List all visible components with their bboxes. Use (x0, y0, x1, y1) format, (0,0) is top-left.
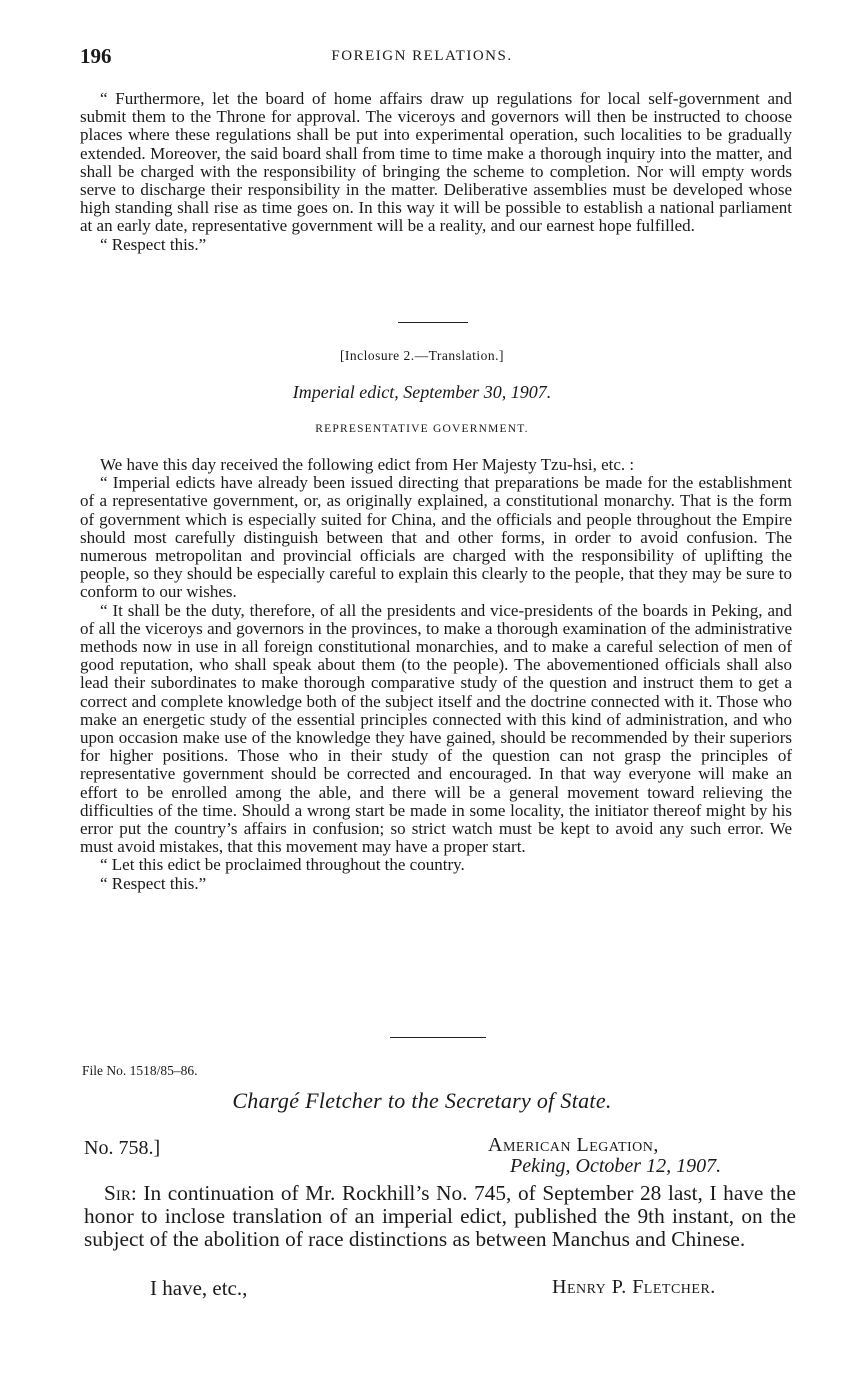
letter-body (84, 1182, 796, 1252)
edict-continuation (80, 90, 792, 254)
edict-text (80, 456, 792, 893)
place-date: Peking, October 12, 1907. (510, 1155, 722, 1177)
inclosure-label: [Inclosure 2.—Translation.] (339, 348, 505, 363)
paragraph: “ Respect this.” (100, 873, 207, 893)
edict-title: Imperial edict, September 30, 1907. (292, 382, 552, 402)
paragraph: “ Respect this.” (100, 234, 207, 254)
section-divider (398, 322, 468, 323)
letter-text: In continuation of Mr. Rockhill’s No. 745, of September 28 last, I have the honor to inclose translation of an imperial edict, published the 9th instant, on the subject of the abolition of race distinctions as between Manchus and Chinese. (84, 1181, 797, 1252)
edict-subtitle: REPRESENTATIVE GOVERNMENT. (315, 423, 529, 435)
page-number: 196 (80, 44, 112, 68)
letter-heading: Chargé Fletcher to the Secretary of State. (232, 1088, 612, 1113)
running-title: FOREIGN RELATIONS. (331, 48, 513, 64)
legation: American Legation, (488, 1134, 659, 1156)
closing: I have, etc., (150, 1276, 248, 1300)
paragraph: “ Imperial edicts have already been issued directing that preparations be made for the establishment of a representative government, or, as originally explained, a constitutional monarchy. That is the form of government which is especially suited for China, and the officials and people throughout the Empire should most carefully distinguish between that and other forms, in order to avoid confusion. The numerous metropolitan and provincial officials are charged with the responsibility of uplifting the people, so they should be especially careful to explain this clearly to the people, that they may be sure to conform to our wishes. (80, 473, 792, 602)
paragraph: “ It shall be the duty, therefore, of all the presidents and vice-presidents of the boards in Peking, and of all the viceroys and governors in the provinces, to make a thorough examination of the administrative methods now in use in all foreign constitutional monarchies, and to make a careful selection of men of good reputation, who shall speak about them (to the people). The abovementioned officials shall also lead their subordinates to make thorough comparative study of the question and instruct them to get a correct and complete knowledge both of the subject itself and the doctrine connected with it. Those who make an energetic study of the essential principles connected with this kind of administration, and who upon occasion make use of the knowledge they have gained, should be recommended by their superiors for higher positions. Those who in their study of the question can not grasp the principles of representative government should be corrected and encouraged. In that way everyone will make an effort to be enrolled among the able, and there will be a general movement toward relieving the difficulties of the time. Should a wrong start be made in some locality, the initiator thereof might by his error put the country’s affairs in confusion; so strict watch must be kept to avoid any such error. We must avoid mistakes, that this movement may have a proper start. (80, 600, 792, 857)
paragraph: “ Let this edict be proclaimed throughout the country. (100, 855, 465, 875)
paragraph: “ Furthermore, let the board of home affairs draw up regulations for local self-government and submit them to the Throne for approval. The viceroys and governors will then be instructed to choose places where these regulations shall be put into experimental operation, such localities to be gradually extended. Moreover, the said board shall from time to time make a thorough inquiry into the matter, and shall be charged with the responsibility of bringing the scheme to completion. Nor will empty words serve to discharge their responsibility in the matter. Deliberative assemblies must be developed whose high standing shall rise as time goes on. In this way it will be possible to establish a national parliament at an early date, representative government will be a reality, and our earnest hope fulfilled. (80, 89, 792, 236)
file-number: File No. 1518/85–86. (82, 1063, 198, 1078)
section-divider (390, 1037, 486, 1038)
paragraph (84, 1182, 796, 1252)
despatch-number: No. 758.] (84, 1137, 161, 1159)
paragraph: We have this day received the following edict from Her Majesty Tzu-hsi, etc. : (100, 455, 635, 474)
signature: Henry P. Fletcher. (552, 1276, 716, 1298)
salutation: Sir: (104, 1181, 137, 1205)
